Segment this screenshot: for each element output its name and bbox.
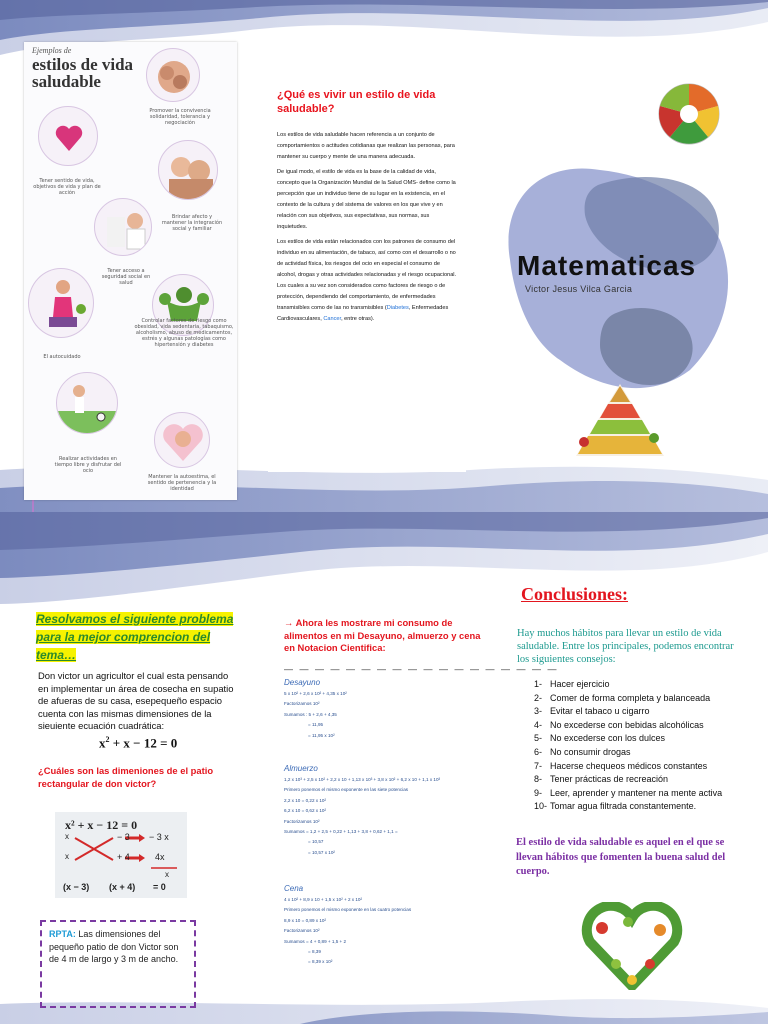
calc-line: Factorizamos 10² (284, 701, 320, 707)
dashed-divider: — — — — — — — — — — — — — — — — — — (284, 664, 559, 674)
food-plate-icon (658, 76, 720, 152)
answer-box (40, 920, 196, 1008)
list-item (534, 800, 744, 814)
tips-list (534, 678, 744, 814)
article-paragraph (277, 237, 458, 325)
calc-line: 8,9 x 10 = 0,89 x 10² (284, 917, 327, 923)
tip-number: 10- (534, 801, 548, 812)
heart-ribbon-photo (38, 106, 98, 166)
tip-text: Hacer ejercicio (550, 679, 610, 689)
lunch-calculation (284, 762, 496, 858)
vegetable-heart-icon (580, 902, 684, 990)
tip-text: No excederse con bebidas alcohólicas (550, 719, 704, 730)
answer-text: Las dimensiones del pequeño patio de don Victor son de 4 m de largo y 3 m de ancho. (49, 929, 179, 964)
tip-number: 7- (534, 760, 543, 771)
factor-equation: x² + x − 12 = 0 (65, 818, 138, 832)
factoring-diagram (55, 812, 187, 898)
family-photo (158, 140, 218, 200)
tip-number: 5- (534, 733, 543, 744)
poster-caption: Brindar afecto y mantener la integración social y familiar (161, 214, 223, 232)
paragraph-text: , Enfermedades Cardiovasculares, (277, 305, 449, 322)
cover-author: Victor Jesus Vilca Garcia (525, 284, 633, 294)
factor-result-two: 4x (155, 852, 165, 862)
tip-number: 3- (534, 706, 543, 717)
girl-heart-photo (154, 412, 210, 468)
tip-text: No consumir drogas (550, 746, 631, 757)
calc-line: Factorizamos 10² (284, 928, 320, 934)
calc-line: Primero ponemos el mismo exponente en las siete potencias (284, 787, 409, 793)
factor-binomial-two: (x + 4) (109, 882, 136, 892)
factor-result-sum: x (165, 870, 169, 879)
tip-text: Tener prácticas de recreación (550, 774, 669, 785)
factor-equals-zero: = 0 (153, 882, 166, 892)
poster-caption: El autocuidado (43, 354, 81, 360)
calc-line: Factorizamos 10² (284, 818, 320, 824)
dinner-heading: Cena (284, 884, 304, 893)
tip-number: 4- (534, 719, 543, 730)
list-item (534, 732, 744, 746)
equation-rest: + x − 12 = 0 (109, 735, 178, 751)
lunch-heading: Almuerzo (284, 764, 318, 773)
calc-line: = 10,57 (308, 839, 324, 845)
list-item (534, 787, 744, 801)
poster-caption: Realizar actividades en tiempo libre y disfrutar del ocio (54, 456, 122, 474)
article-paragraph: De igual modo, el estilo de vida es la base de la calidad de vida, concepto que la Organización Mundial de la Salud OMS- define como la percepción que un individuo tiene de su lugar en la existencia, en el contexto de la cultura y del sistema de valores en los que vive y en relación con sus objetivos, sus expectativas, sus normas, sus inquietudes. (277, 169, 456, 230)
factor-plus-four: + 4 (117, 852, 130, 862)
poster-title: estilos de vida saludable (32, 55, 134, 91)
tip-number: 8- (534, 774, 543, 785)
woman-fitness-photo (28, 268, 94, 338)
tip-text: Leer, aprender y mantener na mente activa (550, 787, 723, 798)
poster-caption: Tener acceso a seguridad social en salud (101, 268, 151, 286)
poster-small-title: Ejemplos de (32, 46, 72, 55)
factor-binomial-one: (x − 3) (63, 882, 90, 892)
calc-line: Sumamos : 5 + 2,6 + 4,35 (284, 711, 337, 717)
calc-line: 4 x 10² + 8,9 x 10 + 1,5 x 10² + 2 x 10² (284, 897, 363, 902)
tip-text: Hacerse chequeos médicos constantes (550, 760, 708, 771)
calc-line: 1,2 x 10³ + 2,5 x 10² + 2,2 x 10 + 1,13 x 10³ + 3,8 x 10² + 6,2 x 10 + 1,1 x 10³ (284, 777, 441, 782)
conclusions-title: Conclusiones: (521, 584, 629, 604)
breakfast-heading: Desayuno (284, 678, 321, 687)
tip-text: Evitar el tabaco u cigarro (550, 706, 650, 717)
list-item (534, 773, 744, 787)
conclusions-intro: Hay muchos hábitos para llevar un estilo de vida saludable. Entre los principales, podemos encontrar los siguientes consejos: (517, 628, 734, 665)
tip-number: 2- (534, 692, 543, 703)
equation-var: x (99, 735, 106, 751)
calc-line: = 10,57 x 10² (308, 849, 335, 855)
breakfast-calculation (284, 676, 496, 741)
quadratic-equation (99, 735, 177, 751)
tip-text: Tomar agua filtrada constantemente. (550, 801, 697, 812)
tip-number: 9- (534, 787, 543, 798)
paragraph-text: , entre otras). (341, 316, 375, 322)
poster-caption: Promover la convivencia solidaridad, tolerancia y negociación (149, 108, 211, 126)
calc-line: = 11,95 x 10² (308, 732, 335, 738)
tip-text: No excederse con los dulces (550, 733, 666, 744)
hands-photo (146, 48, 200, 102)
calc-line: = 8,39 (308, 949, 321, 955)
factor-minus-three: − 3 (117, 832, 130, 842)
tip-text: Comer de forma completa y balanceada (550, 692, 711, 703)
calc-line: = 8,39 x 10² (308, 959, 333, 965)
poster-caption: Controlar factores de riesgo como obesidad, vida sedentaria, tabaquismo, alcoholismo, abuso de medicamentos, estrés y algunas patologías como hipertensión y diabetes (134, 318, 234, 348)
list-item (534, 746, 744, 760)
healthy-lifestyle-poster (24, 42, 237, 500)
poster-caption: Tener sentido de vida, objetivos de vida y plan de acción (33, 178, 101, 196)
answer-label: RPTA: (49, 929, 76, 939)
list-item (534, 705, 744, 719)
list-item (534, 719, 744, 733)
consumption-title: → Ahora les mostrare mi consumo de alimentos en mi Desayuno, almuerzo y cena en Notacion Cientifica: (284, 617, 481, 653)
article-paragraph: Los estilos de vida saludable hacen referencia a un conjunto de comportamientos o actitudes cotidianas que realizan las personas, para mantener su cuerpo y mente de una manera adecuada. (277, 132, 455, 160)
calc-line: 5 x 10² + 2,6 x 10² + 4,35 x 10² (284, 691, 347, 696)
sports-photo (56, 372, 118, 434)
list-item (534, 692, 744, 706)
article-title: ¿Qué es vivir un estilo de vida saludable? (277, 89, 436, 115)
cancer-link[interactable]: Cancer (323, 316, 342, 322)
factor-result-one: − 3 x (149, 832, 169, 842)
equation-exponent: 2 (105, 735, 110, 744)
poster-caption: Mantener la autoestima, el sentido de pertenencia y la identidad (147, 474, 217, 492)
dinner-calculation (284, 882, 496, 968)
calc-line: Primero ponemos el mismo exponente en las cuatro potencias (284, 907, 412, 913)
cover-title: Matematicas (517, 250, 697, 281)
factor-x-bottom: x (65, 852, 69, 861)
paragraph-text: Los estilos de vida están relacionados con los patrones de consumo del individuo en su alimentación, de tabaco, así como con el desarrollo o no de actividad física, los riesgos del ocio en especial el consumo de alcohol, drogas y otras actividades relacionadas y el riesgo ocupacional. Los cuales a su vez son considerados como factores de riesgo o de protección, dependiendo del comportamiento, de enfermedades transmisibles como de las no transmisibles ( (277, 239, 457, 311)
tip-number: 6- (534, 746, 543, 757)
problem-question: ¿Cuáles son las dimeniones de el patio rectangular de don victor? (38, 765, 214, 789)
article-box (268, 80, 466, 472)
conclusions-final: El estilo de vida saludable es aquel en el que se llevan hábitos que fomenten la buena salud del cuerpo. (516, 837, 726, 877)
calc-line: Sumamos = 1,2 + 2,5 + 0,22 + 1,13 + 3,8 + 0,62 + 1,1 = (284, 829, 398, 835)
problem-title-text: Resolvamos el siguiente problema para la mejor comprencion del tema… (36, 612, 234, 662)
doctor-photo (94, 198, 152, 256)
list-item (534, 760, 744, 774)
calc-line: 6,2 x 10 = 0,62 x 10² (284, 808, 327, 814)
tip-number: 1- (534, 679, 543, 689)
problem-title (36, 610, 243, 664)
calc-line: 2,2 x 10 = 0,22 x 10² (284, 797, 327, 803)
calc-line: = 11,95 (308, 722, 324, 728)
problem-statement: Don victor un agricultor el cual esta pensando en implementar un área de cosecha en supatio de afueras de su casa, esepequeño espacio cuenta con las mismas dimensiones de la sieuiente ecuación cuadrática: (38, 670, 234, 731)
diabetes-link[interactable]: Diabetes (386, 305, 409, 311)
food-pyramid-icon (564, 380, 676, 460)
calc-line: Sumamos = 4 + 0,89 + 1,5 + 2 (284, 938, 347, 944)
factor-x-top: x (65, 832, 69, 841)
list-item (534, 678, 744, 692)
